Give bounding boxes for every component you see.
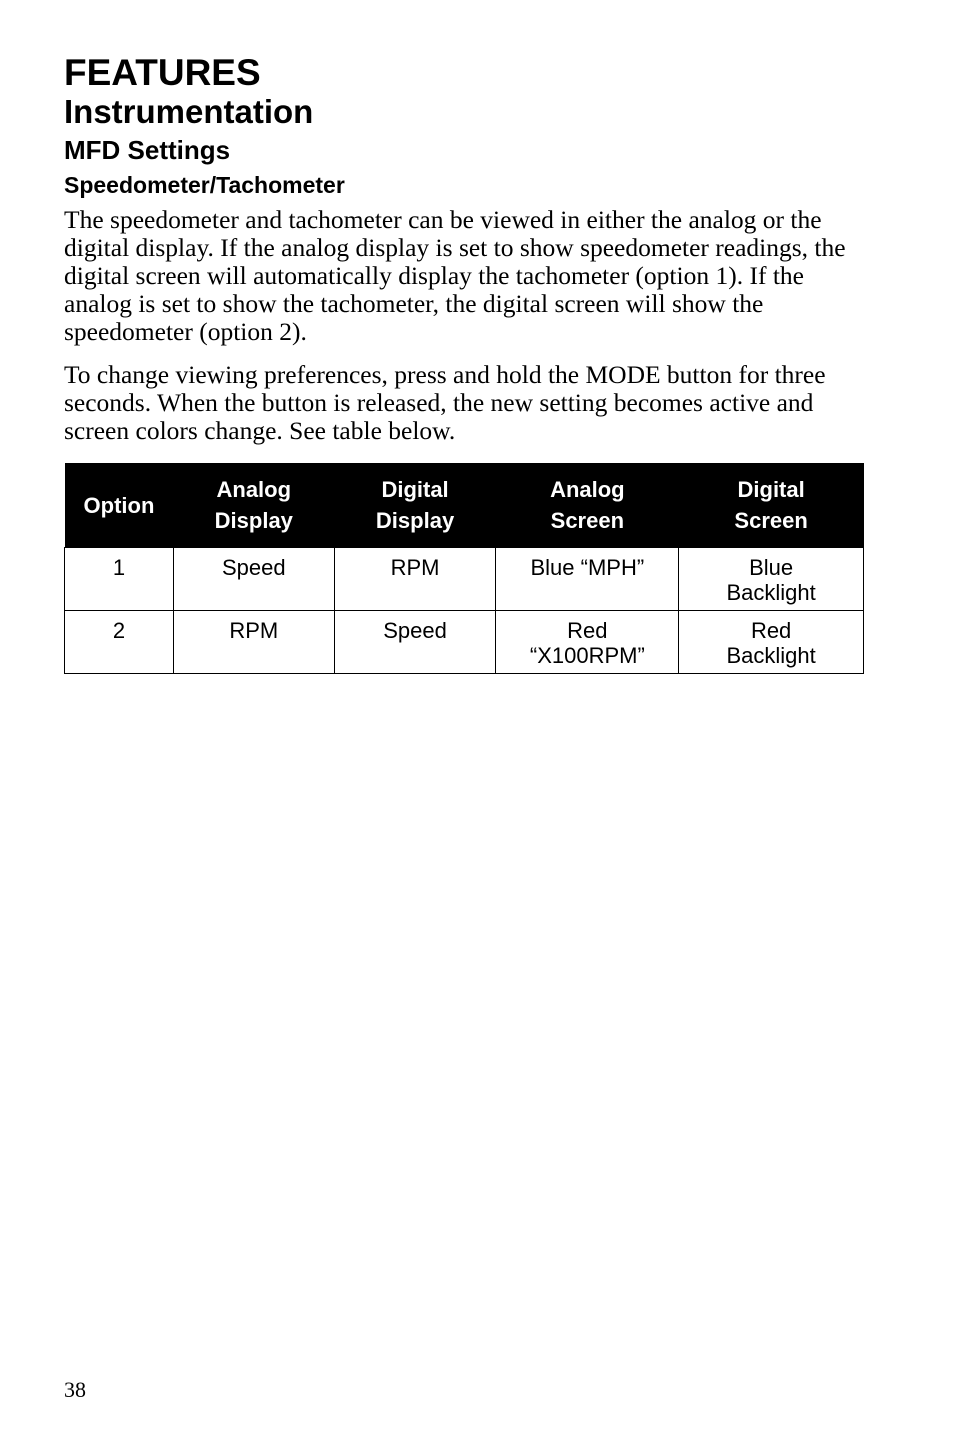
- cell-analog-display: [173, 548, 334, 611]
- header-digital-screen-line2: Screen: [734, 508, 808, 533]
- cell-option: [65, 548, 174, 611]
- cell-text: Speed: [383, 618, 447, 643]
- cell-analog-screen: [496, 611, 679, 674]
- cell-text: Blue: [749, 555, 794, 580]
- header-analog-screen: [496, 463, 679, 548]
- header-analog-display-line1: Analog: [216, 477, 292, 502]
- header-option-label: Option: [83, 492, 155, 518]
- subsection-heading: Instrumentation: [64, 93, 314, 130]
- cell-text: 2: [112, 618, 126, 643]
- cell-option: [65, 611, 174, 674]
- header-analog-screen-line1: Analog: [550, 477, 625, 502]
- table-header-row: [65, 463, 864, 548]
- header-digital-display: [334, 463, 496, 548]
- header-option: [65, 463, 174, 548]
- header-digital-screen: [679, 463, 864, 548]
- page-number: 38: [64, 1377, 86, 1402]
- cell-text: Red: [567, 618, 608, 643]
- cell-digital-display: [334, 611, 496, 674]
- cell-text: “X100RPM”: [529, 643, 645, 668]
- paragraph-change-preferences: To change viewing preferences, press and hold the MODE button for three seconds. When the button is released, the new setting becomes active and screen colors change. See table below.: [64, 360, 826, 445]
- header-digital-display-line2: Display: [375, 508, 455, 533]
- header-analog-display-line2: Display: [214, 508, 293, 533]
- header-digital-display-line1: Digital: [381, 477, 449, 502]
- cell-analog-display: [173, 611, 334, 674]
- cell-text: Red: [750, 618, 792, 643]
- table-row: [65, 548, 864, 611]
- mfd-settings-table: [64, 463, 864, 674]
- cell-text: Backlight: [726, 643, 816, 668]
- header-analog-screen-line2: Screen: [550, 508, 625, 533]
- manual-page: [64, 52, 864, 674]
- cell-digital-screen: [679, 548, 864, 611]
- cell-text: RPM: [229, 618, 279, 643]
- section-heading: FEATURES: [64, 52, 261, 93]
- cell-text: Backlight: [726, 580, 816, 605]
- header-digital-screen-line1: Digital: [737, 477, 805, 502]
- cell-digital-display: [334, 548, 496, 611]
- header-analog-display: [173, 463, 334, 548]
- cell-text: Blue “MPH”: [530, 555, 645, 580]
- cell-text: 1: [112, 555, 126, 580]
- table-row: [65, 611, 864, 674]
- cell-text: Speed: [221, 555, 286, 580]
- cell-analog-screen: [496, 548, 679, 611]
- topic-heading: MFD Settings: [64, 135, 231, 165]
- subtopic-heading: Speedometer/Tachometer: [64, 172, 345, 198]
- paragraph-display-options: The speedometer and tachometer can be viewed in either the analog or the digital display. If the analog display is set to show speedometer readings, the digital screen will automatically display the tachometer (option 1). If the analog is set to show the tachometer, the digital screen will show the speedometer (option 2).: [64, 205, 846, 346]
- cell-digital-screen: [679, 611, 864, 674]
- cell-text: RPM: [390, 555, 440, 580]
